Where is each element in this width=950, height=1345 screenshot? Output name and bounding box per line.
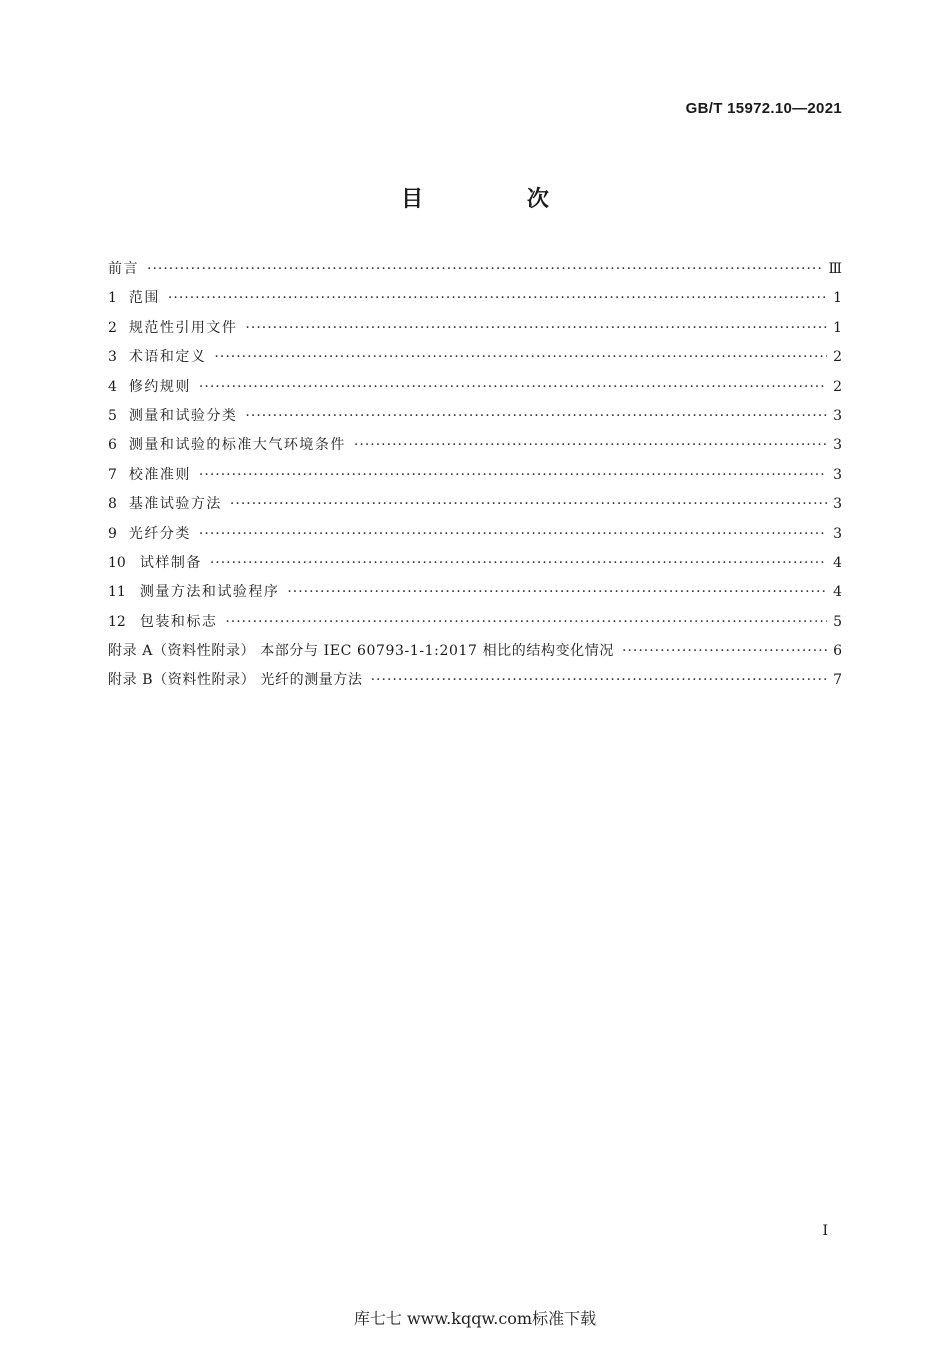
toc-entry-6[interactable]: [108, 434, 842, 463]
toc-entry-page: 3: [833, 496, 842, 513]
toc-entry-number: 11: [108, 584, 126, 601]
toc-entry-page: 3: [833, 407, 842, 424]
toc-entry-number: 4: [108, 378, 117, 395]
toc-leader-dots: [354, 437, 827, 453]
toc-entry-7[interactable]: [108, 464, 842, 493]
toc-leader-dots: [287, 584, 827, 600]
toc-leader-dots: [230, 496, 827, 512]
toc-leader-dots: [245, 320, 827, 336]
toc-entry-10[interactable]: [108, 552, 842, 581]
toc-entry-label: 术语和定义: [128, 349, 207, 366]
toc-entry-label: 规范性引用文件: [128, 319, 238, 336]
standard-code: GB/T 15972.10—2021: [685, 100, 842, 117]
toc-entry-label: 试样制备: [139, 554, 202, 571]
toc-entry-1[interactable]: [108, 287, 842, 316]
table-of-contents: [108, 258, 842, 699]
toc-entry-label: 测量和试验分类: [128, 407, 238, 424]
toc-entry-number: 9: [108, 525, 117, 542]
toc-entry-page: 2: [833, 349, 842, 366]
toc-leader-dots: [214, 349, 827, 365]
toc-entry-page: 1: [833, 319, 842, 336]
toc-entry-page: 6: [833, 643, 842, 660]
toc-leader-dots: [225, 614, 827, 630]
toc-entry-label: 范围: [128, 290, 160, 307]
toc-entry-number: 6: [108, 437, 117, 454]
toc-entry-9[interactable]: [108, 523, 842, 552]
page-title: 目 次: [401, 187, 597, 212]
page-number: I: [822, 1223, 828, 1239]
toc-leader-dots: [245, 408, 827, 424]
toc-entry-label: 修约规则: [128, 378, 191, 395]
toc-entry-3[interactable]: [108, 346, 842, 375]
toc-entry-number: 8: [108, 496, 117, 513]
toc-entry-5[interactable]: [108, 405, 842, 434]
toc-entry-label: 校准准则: [128, 466, 191, 483]
toc-leader-dots: [147, 261, 822, 277]
toc-entry-page: 3: [833, 466, 842, 483]
toc-entry-annex-a[interactable]: [108, 640, 842, 669]
toc-entry-12[interactable]: [108, 611, 842, 640]
toc-entry-4[interactable]: [108, 376, 842, 405]
toc-entry-page: 4: [833, 584, 842, 601]
toc-leader-dots: [622, 643, 827, 659]
toc-entry-8[interactable]: [108, 493, 842, 522]
toc-entry-label: 基准试验方法: [128, 496, 222, 513]
toc-entry-page: 1: [833, 290, 842, 307]
toc-entry-2[interactable]: [108, 317, 842, 346]
toc-entry-number: 12: [108, 613, 126, 630]
toc-entry-page: 7: [833, 672, 842, 689]
toc-entry-label: 测量方法和试验程序: [139, 584, 280, 601]
toc-entry-number: 10: [108, 554, 126, 571]
watermark-text: 库七七 www.kqqw.com标准下载: [353, 1309, 597, 1328]
toc-entry-label: 附录 B（资料性附录） 光纤的测量方法: [108, 672, 363, 689]
toc-entry-label: 前言: [108, 261, 139, 277]
toc-entry-number: 1: [108, 290, 117, 307]
toc-entry-label: 包装和标志: [139, 613, 218, 630]
toc-leader-dots: [371, 672, 827, 688]
toc-entry-page: Ⅲ: [828, 261, 842, 277]
toc-entry-page: 5: [833, 613, 842, 630]
toc-leader-dots: [210, 555, 827, 571]
toc-entry-label: 测量和试验的标准大气环境条件: [128, 437, 346, 454]
toc-entry-page: 3: [833, 525, 842, 542]
toc-entry-page: 4: [833, 554, 842, 571]
toc-entry-label: 附录 A（资料性附录） 本部分与 IEC 60793-1-1:2017 相比的结构变化情况: [108, 643, 614, 660]
toc-entry-number: 5: [108, 407, 117, 424]
toc-leader-dots: [199, 467, 827, 483]
toc-entry-annex-b[interactable]: [108, 669, 842, 698]
toc-entry-page: 2: [833, 378, 842, 395]
toc-entry-11[interactable]: [108, 581, 842, 610]
toc-entry-preface[interactable]: [108, 258, 842, 287]
toc-entry-number: 3: [108, 349, 117, 366]
toc-leader-dots: [199, 379, 827, 395]
toc-entry-number: 2: [108, 319, 117, 336]
toc-entry-page: 3: [833, 437, 842, 454]
toc-leader-dots: [199, 526, 827, 542]
toc-leader-dots: [168, 290, 827, 306]
toc-entry-label: 光纤分类: [128, 525, 191, 542]
toc-entry-number: 7: [108, 466, 117, 483]
